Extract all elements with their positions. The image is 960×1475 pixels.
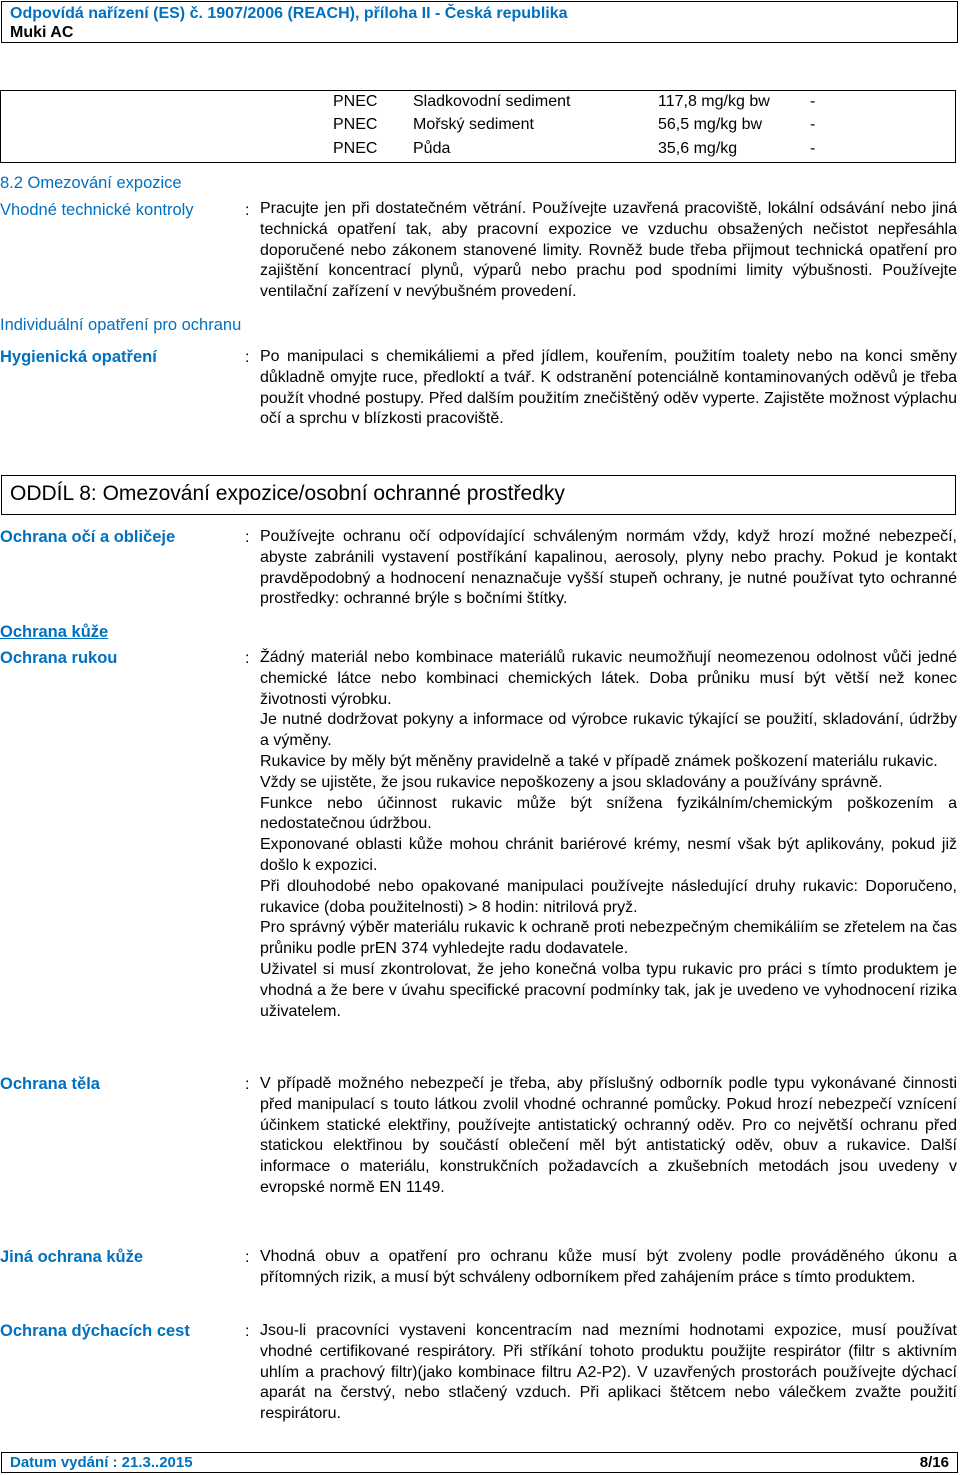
body-protection-text: V případě možného nebezpečí je třeba, aby příslušný odborník podle typu vykonávané činnosti před manipulací s touto látkou zvolil vhodné ochranné pomůcky. Pokud hrozí nebezpečí vznícení účinkem statické elektřiny, používejte antistatický ochranný oděv. Pro co největší ochranu před statickou elektřinou by součástí oblečení měl být antistatický oděv, obuv a rukavice. Další informace o materiálu, konstrukčních požadavcích a zkušebních metodách jsou uvedeny v evropské normě EN 1149.: [260, 1075, 957, 1196]
pnec-note: -: [810, 140, 816, 157]
document-footer: [1, 1452, 958, 1473]
label-colon: :: [245, 1076, 250, 1093]
label-colon: :: [245, 529, 250, 546]
product-name: Muki AC: [10, 24, 74, 41]
hand-protection-text: [260, 648, 957, 1022]
label-colon: :: [245, 1323, 250, 1340]
eye-protection-label: Ochrana očí a obličeje: [0, 528, 176, 546]
label-colon: :: [245, 1249, 250, 1266]
label-colon: :: [245, 650, 250, 667]
eye-protection-text: Používejte ochranu očí odpovídající schváleným normám vždy, když hrozí možné nebezpečí, abyste zabránili vystavení postříkání kapalinou, aerosoly, plyny nebo prachy. Pokud je kontakt pravděpodobný a hodnocení nenaznačuje vyšší stupeň ochrany, je nutné používat tyto ochranné prostředky: ochranné brýle s bočními štítky.: [260, 528, 957, 608]
subsection-title: 8.2 Omezování expozice: [0, 174, 182, 192]
hygiene-label: Hygienická opatření: [0, 348, 157, 366]
issue-date: Datum vydání : 21.3..2015: [10, 1454, 193, 1471]
pnec-type: PNEC: [333, 93, 378, 110]
page-number: 8/16: [919, 1454, 949, 1471]
pnec-compartment: Sladkovodní sediment: [413, 93, 571, 110]
respiratory-protection-label: Ochrana dýchacích cest: [0, 1322, 190, 1340]
hand-protection-paragraph: Pro správný výběr materiálu rukavic k ochraně proti nebezpečným chemikáliím se zřetelem na čas průniku podle prEN 374 vyhledejte radu dodavatele.: [260, 919, 957, 958]
skin-protection-label: Ochrana kůže: [0, 623, 109, 641]
regulation-title: Odpovídá nařízení (ES) č. 1907/2006 (REACH), příloha II - Česká republika: [10, 5, 568, 22]
technical-controls-label: Vhodné technické kontroly: [0, 201, 194, 219]
hand-protection-paragraph: Funkce nebo účinnost rukavic může být snížena fyzikálním/chemickým poškozením a nedostatečnou údržbou.: [260, 794, 957, 833]
hand-protection-paragraph: Exponované oblasti kůže mohou chránit bariérové krémy, nesmí však být aplikovány, pokud již došlo k expozici.: [260, 836, 957, 874]
section-title: ODDÍL 8: Omezování expozice/osobní ochranné prostředky: [10, 482, 565, 505]
other-skin-protection-label: Jiná ochrana kůže: [0, 1248, 144, 1266]
document-header: [1, 1, 958, 43]
pnec-type: PNEC: [333, 140, 378, 157]
pnec-note: -: [810, 116, 816, 133]
label-colon: :: [245, 202, 250, 219]
pnec-compartment: Mořský sediment: [413, 116, 534, 133]
respiratory-protection-text: Jsou-li pracovníci vystaveni koncentracím nad mezními hodnotami expozice, musí používat vhodné certifikované respirátory. Při stříkání tohoto produktu použijte respirátor (filtr s aktivním uhlím a prachový filtr)(jako kombinace filtru A2-P2). V uzavřených prostorách používejte dýchací aparát na čerstvý, nebo stlačený vzduch. Při aplikaci štětcem nebo válečkem zvažte použití respirátoru.: [260, 1322, 957, 1423]
technical-controls-text: Pracujte jen při dostatečném větrání. Používejte uzavřená pracoviště, lokální odsávání nebo jiná technická opatření tak, aby pracovní expozice ve vzduchu obsažených nečistot nepřesáhla doporučené nebo zákonem stanovené limity. Rovněž bude třeba přijmout technická opatření pro zajištění koncentrací plynů, výparů nebo prachu pod spodními limity výbušnosti. Používejte ventilační zařízení v nevýbušném provedení.: [260, 200, 957, 301]
hand-protection-paragraph: Je nutné dodržovat pokyny a informace od výrobce rukavic týkající se použití, skladování, údržby a výměny.: [260, 711, 957, 750]
pnec-type: PNEC: [333, 116, 378, 133]
individual-measures-label: Individuální opatření pro ochranu: [0, 316, 242, 334]
body-protection-label: Ochrana těla: [0, 1075, 100, 1093]
other-skin-protection-text: Vhodná obuv a opatření pro ochranu kůže musí být zvoleny podle prováděného úkonu a přítomných rizik, a musí být schváleny odborníkem před zahájením práce s tímto produktem.: [260, 1248, 957, 1286]
table-row: [0, 90, 956, 113]
label-colon: :: [245, 349, 250, 366]
table-row: [0, 113, 956, 136]
hand-protection-label: Ochrana rukou: [0, 649, 118, 667]
hand-protection-paragraph: Vždy se ujistěte, že jsou rukavice nepoškozeny a jsou skladovány a používány správně.: [260, 773, 883, 791]
pnec-value: 117,8 mg/kg bw: [658, 93, 770, 110]
pnec-compartment: Půda: [413, 140, 451, 157]
hand-protection-paragraph: Uživatel si musí zkontrolovat, že jeho konečná volba typu rukavic pro práci s tímto produktem je vhodná a že bere v úvahu specifické pracovní podmínky tak, jak je uvedeno ve vyhodnocení rizika uživatelem.: [260, 960, 957, 1020]
hand-protection-paragraph: Žádný materiál nebo kombinace materiálů rukavic neumožňují neomezenou odolnost vůči jedné chemické látce nebo kombinaci chemických látek. Doba průniku musí být větší než konec životnosti výrobku.: [260, 649, 957, 708]
hygiene-text: Po manipulaci s chemikáliemi a před jídlem, kouřením, použitím toalety nebo na konci směny důkladně omyjte ruce, předloktí a tvář. K odstranění potenciálně kontaminovaných oděvů je třeba použít vhodné postupy. Před dalším použitím znečištěný oděv vyperte. Zajistěte možnost výplachu očí a sprchu v blízkosti pracoviště.: [260, 348, 957, 428]
pnec-value: 35,6 mg/kg: [658, 140, 738, 157]
pnec-value: 56,5 mg/kg bw: [658, 116, 763, 133]
pnec-table: [0, 90, 956, 163]
table-row: [0, 137, 956, 160]
section-heading: [1, 475, 956, 515]
hand-protection-paragraph: Při dlouhodobé nebo opakované manipulaci používejte následující druhy rukavic: Doporučeno, rukavice (doba použitelnosti) > 8 hodin: nitrilová pryž.: [260, 877, 957, 916]
hand-protection-paragraph: Rukavice by měly být měněny pravidelně a také v případě známek poškození materiálu rukavic.: [260, 752, 938, 770]
pnec-note: -: [810, 93, 816, 110]
